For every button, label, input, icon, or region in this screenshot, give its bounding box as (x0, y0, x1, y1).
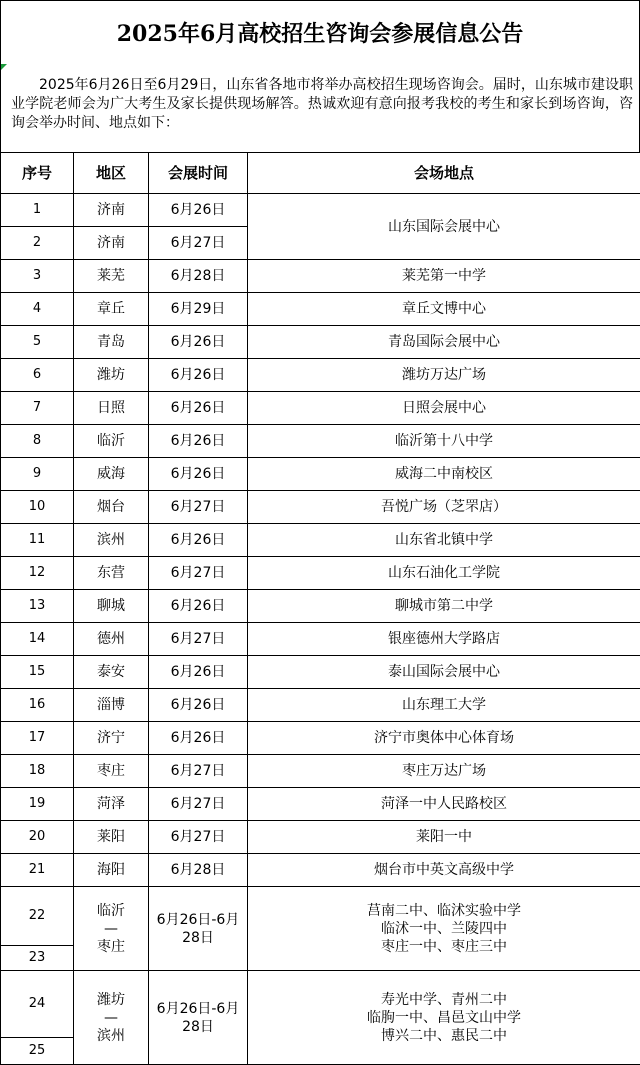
cell-region: 东营 (74, 557, 149, 590)
table-row (1, 326, 640, 359)
page-title: 2025年6月高校招生咨询会参展信息公告 (0, 0, 640, 64)
cell-venue: 临沂第十八中学 (248, 425, 640, 458)
cell-region: 枣庄 (74, 755, 149, 788)
cell-date-multi (149, 887, 248, 971)
table-row (1, 590, 640, 623)
header-date: 会展时间 (149, 153, 248, 194)
venue-line: 莒南二中、临沭实验中学 (367, 902, 521, 919)
venue-line: 枣庄一中、枣庄三中 (381, 938, 507, 955)
table-row (1, 557, 640, 590)
cell-region: 青岛 (74, 326, 149, 359)
cell-region: 济南 (74, 194, 149, 227)
date-line: 28日 (182, 1018, 214, 1035)
cell-date: 6月26日 (149, 359, 248, 392)
region-line: 潍坊 (97, 991, 125, 1008)
cell-no: 9 (1, 458, 74, 491)
cell-region: 威海 (74, 458, 149, 491)
cell-date: 6月26日 (149, 722, 248, 755)
cell-date: 6月26日 (149, 689, 248, 722)
cell-region: 淄博 (74, 689, 149, 722)
cell-no: 13 (1, 590, 74, 623)
cell-region: 烟台 (74, 491, 149, 524)
cell-region: 泰安 (74, 656, 149, 689)
cell-date: 6月27日 (149, 557, 248, 590)
cell-venue: 枣庄万达广场 (248, 755, 640, 788)
cell-region: 聊城 (74, 590, 149, 623)
cell-no: 5 (1, 326, 74, 359)
cell-no: 21 (1, 854, 74, 887)
cell-no: 11 (1, 524, 74, 557)
region-line: — (104, 920, 118, 937)
table-header-row (1, 153, 640, 194)
region-line: 临沂 (97, 902, 125, 919)
cell-venue: 莱芜第一中学 (248, 260, 640, 293)
cell-venue: 章丘文博中心 (248, 293, 640, 326)
cell-no: 25 (1, 1038, 74, 1065)
table-body (1, 194, 640, 1065)
exhibition-table (0, 152, 640, 1065)
cell-no: 23 (1, 946, 74, 971)
table-row (1, 755, 640, 788)
cell-no: 12 (1, 557, 74, 590)
cell-region: 滨州 (74, 524, 149, 557)
cell-region: 莱阳 (74, 821, 149, 854)
cell-date: 6月26日 (149, 392, 248, 425)
date-line: 6月26日-6月 (156, 1000, 240, 1017)
intro-paragraph: 2025年6月26日至6月29日，山东省各地市将举办高校招生现场咨询会。届时，山东城市建设职业学院老师会为广大考生及家长提供现场解答。热诚欢迎有意向报考我校的考生和家长到场咨询，咨询会举办时间、地点如下： (0, 64, 640, 152)
cell-venue: 潍坊万达广场 (248, 359, 640, 392)
table-row-group (1, 971, 640, 1038)
cell-date-multi (149, 971, 248, 1065)
venue-line: 临朐一中、昌邑文山中学 (367, 1009, 521, 1026)
venue-line: 博兴二中、惠民二中 (381, 1027, 507, 1044)
cell-date: 6月28日 (149, 260, 248, 293)
cell-venue: 山东省北镇中学 (248, 524, 640, 557)
table-row (1, 788, 640, 821)
table-row (1, 293, 640, 326)
table-row (1, 359, 640, 392)
cell-date: 6月27日 (149, 491, 248, 524)
header-venue: 会场地点 (248, 153, 640, 194)
cell-venue: 莱阳一中 (248, 821, 640, 854)
cell-region: 德州 (74, 623, 149, 656)
table-row (1, 524, 640, 557)
cell-no: 6 (1, 359, 74, 392)
cell-venue: 泰山国际会展中心 (248, 656, 640, 689)
date-line: 28日 (182, 929, 214, 946)
cell-no: 24 (1, 971, 74, 1038)
cell-date: 6月26日 (149, 425, 248, 458)
cell-no: 17 (1, 722, 74, 755)
cell-region: 章丘 (74, 293, 149, 326)
table-row (1, 392, 640, 425)
table-row (1, 656, 640, 689)
cell-venue: 吾悦广场（芝罘店） (248, 491, 640, 524)
table-row (1, 689, 640, 722)
cell-venue: 青岛国际会展中心 (248, 326, 640, 359)
cell-no: 1 (1, 194, 74, 227)
cell-region: 莱芜 (74, 260, 149, 293)
cell-no: 18 (1, 755, 74, 788)
cell-date: 6月27日 (149, 788, 248, 821)
cell-no: 8 (1, 425, 74, 458)
venue-line: 寿光中学、青州二中 (381, 991, 507, 1008)
cell-venue: 济宁市奥体中心体育场 (248, 722, 640, 755)
venue-line: 临沭一中、兰陵四中 (381, 920, 507, 937)
cell-region: 临沂 (74, 425, 149, 458)
cell-date: 6月26日 (149, 656, 248, 689)
cell-no: 10 (1, 491, 74, 524)
cell-date: 6月26日 (149, 458, 248, 491)
cell-region: 潍坊 (74, 359, 149, 392)
cell-no: 16 (1, 689, 74, 722)
cell-no: 15 (1, 656, 74, 689)
region-line: 滨州 (97, 1027, 125, 1044)
cell-venue-multi (248, 887, 640, 971)
cell-date: 6月26日 (149, 524, 248, 557)
cell-date: 6月27日 (149, 227, 248, 260)
header-region: 地区 (74, 153, 149, 194)
cell-no: 20 (1, 821, 74, 854)
cell-date: 6月27日 (149, 821, 248, 854)
cell-region-multi (74, 887, 149, 971)
cell-venue: 山东石油化工学院 (248, 557, 640, 590)
cell-no: 22 (1, 887, 74, 946)
table-row (1, 623, 640, 656)
cell-region-multi (74, 971, 149, 1065)
date-line: 6月26日-6月 (156, 911, 240, 928)
table-row (1, 458, 640, 491)
cell-venue-multi (248, 971, 640, 1065)
region-line: 枣庄 (97, 938, 125, 955)
cell-region: 济宁 (74, 722, 149, 755)
table-row-group (1, 887, 640, 946)
cell-no: 19 (1, 788, 74, 821)
cell-no: 3 (1, 260, 74, 293)
cell-date: 6月26日 (149, 194, 248, 227)
region-line: — (104, 1009, 118, 1026)
table-row (1, 194, 640, 227)
cell-no: 4 (1, 293, 74, 326)
table-row (1, 491, 640, 524)
cell-no: 7 (1, 392, 74, 425)
cell-venue: 烟台市中英文高级中学 (248, 854, 640, 887)
cell-region: 济南 (74, 227, 149, 260)
table-row (1, 722, 640, 755)
cell-date: 6月27日 (149, 755, 248, 788)
cell-venue: 山东理工大学 (248, 689, 640, 722)
cell-region: 海阳 (74, 854, 149, 887)
cell-date: 6月27日 (149, 623, 248, 656)
cell-venue: 菏泽一中人民路校区 (248, 788, 640, 821)
cell-no: 2 (1, 227, 74, 260)
cell-region: 日照 (74, 392, 149, 425)
table-row (1, 425, 640, 458)
table-row (1, 854, 640, 887)
table-row (1, 821, 640, 854)
cell-date: 6月26日 (149, 326, 248, 359)
cell-date: 6月28日 (149, 854, 248, 887)
cell-venue: 日照会展中心 (248, 392, 640, 425)
table-row (1, 260, 640, 293)
header-no: 序号 (1, 153, 74, 194)
cell-region: 菏泽 (74, 788, 149, 821)
cell-date: 6月29日 (149, 293, 248, 326)
cell-date: 6月26日 (149, 590, 248, 623)
cell-no: 14 (1, 623, 74, 656)
cell-venue: 山东国际会展中心 (248, 194, 640, 260)
cell-venue: 聊城市第二中学 (248, 590, 640, 623)
cell-venue: 银座德州大学路店 (248, 623, 640, 656)
cell-venue: 威海二中南校区 (248, 458, 640, 491)
